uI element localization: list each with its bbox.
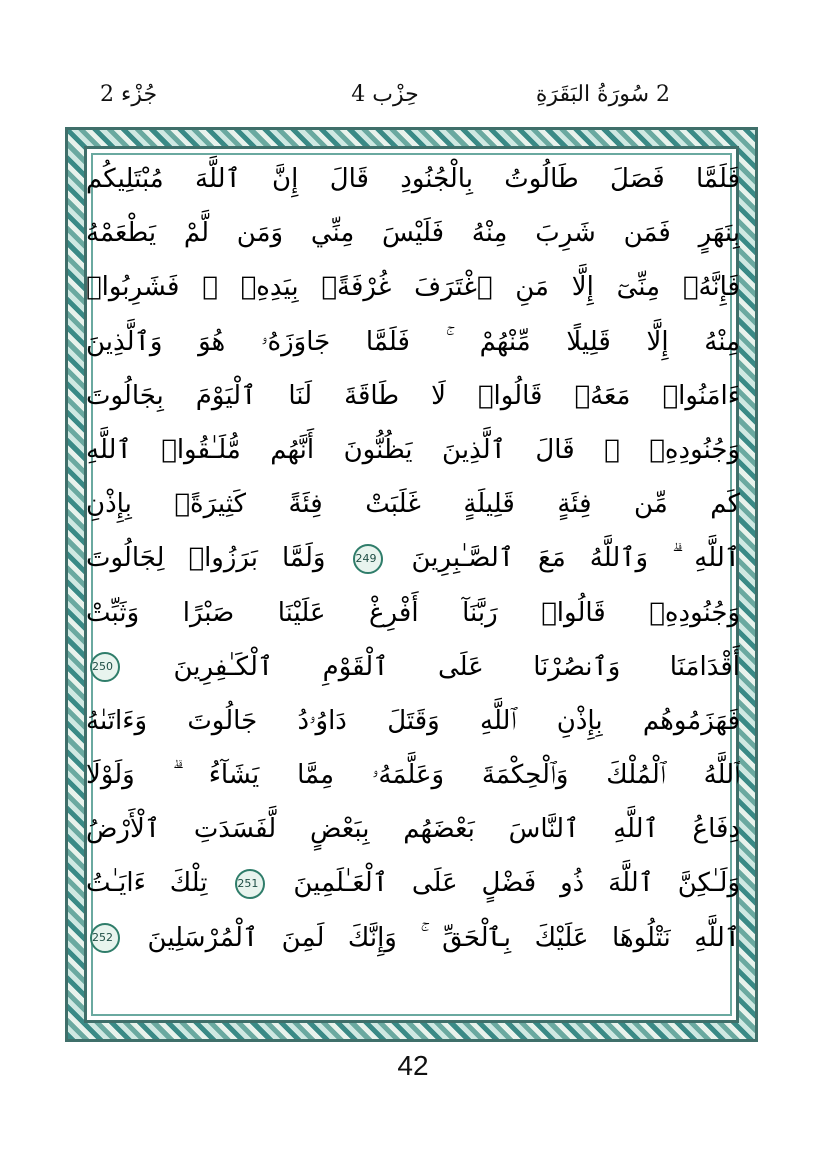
verse-line — [86, 748, 740, 802]
verse-text: بِنَهَرٍ فَمَن شَرِبَ مِنْهُ فَلَيْسَ مِنِّي وَمَن لَّمْ يَطْعَمْهُ — [86, 218, 740, 249]
hizb-number: حِزْب 4 — [351, 82, 419, 107]
verse-text: فَلَمَّا فَصَلَ طَالُوتُ بِالْجُنُودِ قَالَ إِنَّ ٱللَّهَ مُبْتَلِيكُم — [86, 164, 740, 194]
verse-text: ٱللَّهُ ٱلْمُلْكَ وَٱلْحِكْمَةَ وَعَلَّمَهُۥ مِمَّا يَشَآءُ ۗ وَلَوْلَا — [86, 760, 740, 791]
verse-line — [86, 315, 740, 369]
verse-text: تِلْكَ ءَايَـٰتُ — [86, 868, 208, 899]
verse-text: فَإِنَّهُۥ مِنِّىٓ إِلَّا مَنِ ٱغْتَرَفَ غُرْفَةًۢ بِيَدِهِۦ ۚ فَشَرِبُوا۟ — [86, 272, 740, 303]
verse-text: دِفَاعُ ٱللَّهِ ٱلنَّاسَ بَعْضَهُم بِبَعْضٍ لَّفَسَدَتِ ٱلْأَرْضُ — [86, 814, 740, 845]
verse-line — [86, 856, 740, 910]
verse-line — [86, 640, 740, 694]
ayah-number-marker: 252 — [90, 923, 120, 953]
verse-text: أَقْدَامَنَا وَٱنصُرْنَا عَلَى ٱلْقَوْمِ ٱلْكَـٰفِرِينَ — [173, 651, 740, 682]
verse-line — [86, 694, 740, 748]
juz-number: جُزْء 2 — [100, 82, 158, 107]
verse-text: وَلَمَّا بَرَزُوا۟ لِجَالُوتَ — [86, 543, 326, 574]
ayah-number-marker: 251 — [235, 869, 265, 899]
verse-line — [86, 260, 740, 314]
page-header — [100, 82, 670, 116]
verse-line — [86, 206, 740, 260]
verse-line — [86, 531, 740, 585]
verse-text: ٱللَّهِ نَتْلُوهَا عَلَيْكَ بِٱلْحَقِّ ۚ وَإِنَّكَ لَمِنَ ٱلْمُرْسَلِينَ — [147, 922, 740, 953]
verse-text: ٱللَّهِ ۗ وَٱللَّهُ مَعَ ٱلصَّـٰبِرِينَ — [411, 543, 740, 574]
verse-line — [86, 477, 740, 531]
verse-text: ءَامَنُوا۟ مَعَهُۥ قَالُوا۟ لَا طَاقَةَ لَنَا ٱلْيَوْمَ بِجَالُوتَ — [86, 380, 740, 411]
verse-line — [86, 423, 740, 477]
verse-text: وَجُنُودِهِۦ قَالُوا۟ رَبَّنَآ أَفْرِغْ عَلَيْنَا صَبْرًا وَثَبِّتْ — [86, 597, 740, 628]
quran-text-block — [86, 152, 740, 1022]
ayah-number-marker: 249 — [353, 544, 383, 574]
page-number: 42 — [397, 1050, 429, 1081]
verse-text: وَجُنُودِهِۦ ۚ قَالَ ٱلَّذِينَ يَظُنُّونَ أَنَّهُم مُّلَـٰقُوا۟ ٱللَّهِ — [86, 434, 740, 465]
verse-line — [86, 369, 740, 423]
verse-line — [86, 586, 740, 640]
verse-text: مِنْهُ إِلَّا قَلِيلًا مِّنْهُمْ ۚ فَلَمَّا جَاوَزَهُۥ هُوَ وَٱلَّذِينَ — [86, 326, 740, 357]
verse-text: فَهَزَمُوهُم بِإِذْنِ ٱللَّهِ وَقَتَلَ دَاوُۥدُ جَالُوتَ وَءَاتَىٰهُ — [86, 705, 740, 736]
verse-line — [86, 152, 740, 206]
verse-text: كَم مِّن فِئَةٍ قَلِيلَةٍ غَلَبَتْ فِئَةً كَثِيرَةًۢ بِإِذْنِ — [86, 489, 740, 520]
surah-name: 2 سُورَةُ البَقَرَةِ — [535, 82, 670, 107]
verse-text: وَلَـٰكِنَّ ٱللَّهَ ذُو فَضْلٍ عَلَى ٱلْعَـٰلَمِينَ — [293, 868, 740, 899]
verse-line — [86, 802, 740, 856]
verse-line — [86, 911, 740, 965]
ayah-number-marker: 250 — [90, 652, 120, 682]
